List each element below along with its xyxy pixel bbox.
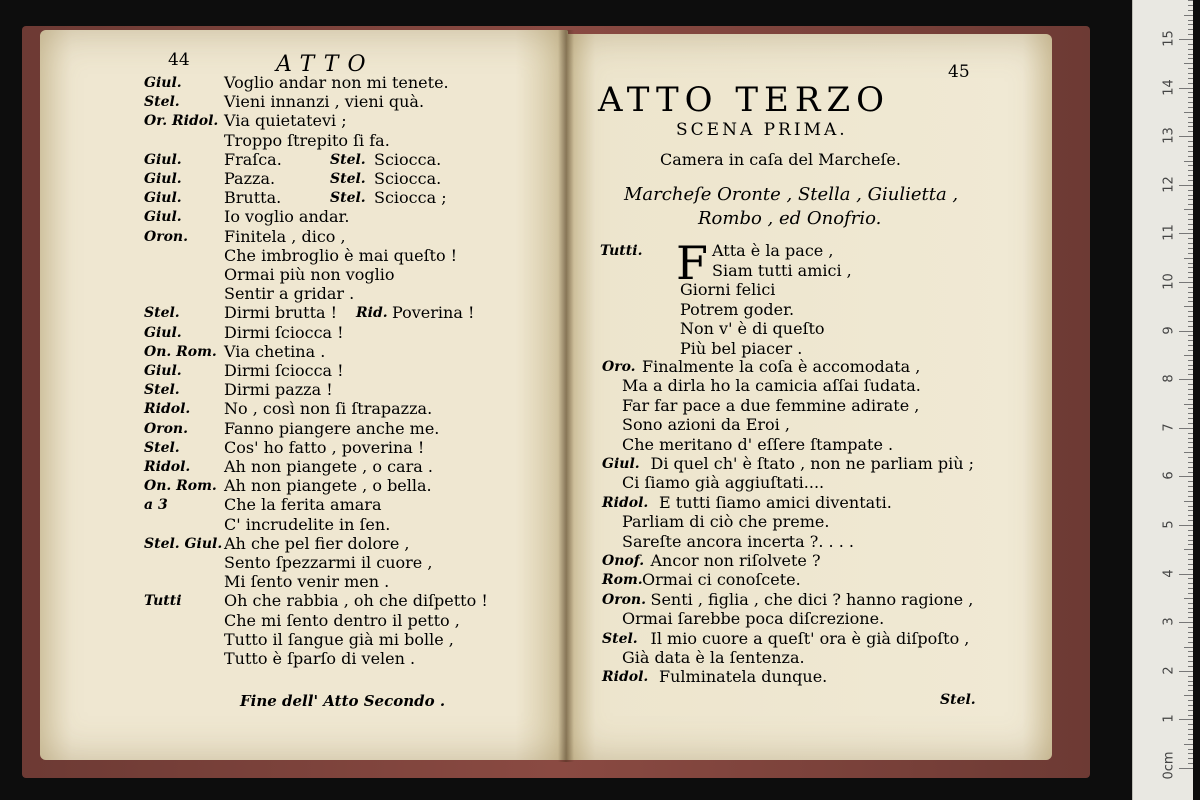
ruler-tick <box>1188 360 1193 361</box>
tutti-speaker: Tutti. <box>600 243 643 259</box>
ruler-tick <box>1188 690 1193 691</box>
running-head: ATTO <box>276 52 375 77</box>
ruler-tick <box>1179 671 1193 672</box>
ruler-tick <box>1184 404 1193 405</box>
ruler-tick <box>1188 472 1193 473</box>
verse-line: Ormai più non voglio <box>224 265 395 284</box>
ruler-tick <box>1188 608 1193 609</box>
tutti-line: Più bel piacer . <box>680 338 803 358</box>
ruler-tick <box>1188 175 1193 176</box>
ruler-tick <box>1188 146 1193 147</box>
ruler-tick <box>1188 603 1193 604</box>
ruler-tick <box>1188 632 1193 633</box>
verse-line: Ah non piangete , o cara . <box>224 457 433 476</box>
verse-line: Troppo ſtrepito ſi fa. <box>224 130 390 150</box>
ruler-tick <box>1188 399 1193 400</box>
speaker-label: Giul. <box>144 209 182 226</box>
verse-line: Sentir a gridar . <box>224 284 355 304</box>
ruler-tick <box>1188 506 1193 507</box>
ruler-tick <box>1188 204 1193 205</box>
ruler-tick <box>1188 700 1193 701</box>
ruler-tick <box>1188 656 1193 657</box>
speaker-label: On. Rom. <box>144 478 217 495</box>
ruler-tick <box>1188 0 1193 1</box>
ruler-label: 5 <box>1161 520 1177 529</box>
ruler-tick <box>1188 739 1193 740</box>
verse-line: Che la ferita amara <box>224 495 382 515</box>
ruler-tick <box>1188 481 1193 482</box>
ruler-tick <box>1188 180 1193 181</box>
ruler-label: 15 <box>1161 30 1177 47</box>
ruler-tick <box>1188 243 1193 244</box>
ruler-tick <box>1188 578 1193 579</box>
ruler-tick <box>1188 627 1193 628</box>
tutti-line: Giorni felici <box>680 280 776 299</box>
speaker-label: Stel. <box>144 439 180 456</box>
ruler-tick <box>1188 729 1193 730</box>
ruler-tick <box>1188 224 1193 225</box>
ruler-tick <box>1188 20 1193 21</box>
ruler-tick <box>1188 666 1193 667</box>
ruler-tick <box>1179 574 1193 575</box>
inline-reply-text: Sciocca. <box>374 169 442 188</box>
verse-line: Fanno piangere anche me. <box>224 418 440 438</box>
ruler-tick <box>1188 374 1193 375</box>
verse-line: Mi ſento venir men . <box>224 572 390 592</box>
speaker-label: Stel. Giul. <box>144 535 223 552</box>
ruler-tick <box>1188 423 1193 424</box>
dialogue-line: Sareſte ancora incerta ?. . . . <box>622 531 854 551</box>
ruler-tick <box>1184 258 1193 259</box>
ruler-tick <box>1188 44 1193 45</box>
ruler-tick <box>1188 151 1193 152</box>
speaker-label: Stel. <box>602 630 638 647</box>
ruler-tick <box>1188 78 1193 79</box>
tutti-line: Non v' è di queſto <box>680 319 825 338</box>
ruler-tick <box>1188 229 1193 230</box>
speaker-label: Oro. <box>602 359 636 375</box>
ruler-tick <box>1188 321 1193 322</box>
ruler-tick <box>1188 384 1193 385</box>
ruler-label: 2 <box>1161 666 1177 675</box>
dialogue-line: Senti , figlia , che dici ? hanno ragione , <box>650 589 974 609</box>
ruler-tick <box>1188 131 1193 132</box>
ruler-tick <box>1188 685 1193 686</box>
ruler-tick <box>1188 763 1193 764</box>
ruler-tick <box>1188 292 1193 293</box>
dialogue-line: Ormai ci conoſcete. <box>642 570 801 590</box>
tutti-line: Siam tutti amici , <box>712 260 852 280</box>
ruler-tick <box>1188 408 1193 409</box>
speaker-label: Giul. <box>144 363 182 379</box>
ruler-tick <box>1184 161 1193 162</box>
ruler-tick <box>1188 715 1193 716</box>
speaker-label: Ridol. <box>144 459 191 475</box>
ruler-tick <box>1184 209 1193 210</box>
ruler-tick <box>1188 287 1193 288</box>
ruler-tick <box>1188 617 1193 618</box>
ruler-tick <box>1188 753 1193 754</box>
ruler-tick <box>1188 681 1193 682</box>
scene-setting: Camera in caſa del Marcheſe. <box>660 150 901 169</box>
ruler-tick <box>1188 467 1193 468</box>
ruler-tick <box>1184 549 1193 550</box>
verse-line: Dirmi pazza ! <box>224 380 333 400</box>
dialogue-line: Sono azioni da Eroi , <box>622 415 790 435</box>
speaker-label: Ridol. <box>602 669 649 686</box>
verse-line: Dirmi ſciocca ! <box>224 361 344 380</box>
ruler-tick <box>1188 369 1193 370</box>
ruler-tick <box>1188 651 1193 652</box>
drop-cap: F <box>676 236 708 290</box>
ruler-tick <box>1188 297 1193 298</box>
ruler-tick <box>1188 540 1193 541</box>
verse-line: Vieni innanzi , vieni quà. <box>224 92 425 112</box>
dialogue-line: Parliam di ciò che preme. <box>622 512 830 532</box>
verse-line: No , così non ſi ſtrapazza. <box>224 399 433 419</box>
ruler-label: 1 <box>1161 714 1177 724</box>
ruler-tick <box>1188 29 1193 30</box>
speaker-label: Giul. <box>144 151 182 168</box>
ruler-tick <box>1188 350 1193 351</box>
ruler-tick <box>1184 112 1193 113</box>
ruler-tick <box>1188 58 1193 59</box>
ruler-tick <box>1179 136 1193 137</box>
dialogue-line: Il mio cuore a queſt' ora è già diſpoſto , <box>650 628 970 648</box>
ruler-label: 14 <box>1161 78 1177 96</box>
inline-reply-text: Poverina ! <box>392 303 475 323</box>
ruler-tick <box>1188 214 1193 215</box>
ruler-tick <box>1188 447 1193 448</box>
ruler-tick <box>1188 345 1193 346</box>
ruler-label: 0cm <box>1161 751 1177 780</box>
ruler-tick <box>1188 544 1193 545</box>
ruler-tick <box>1179 428 1193 429</box>
ruler-tick <box>1188 559 1193 560</box>
ruler-tick <box>1188 710 1193 711</box>
ruler-tick <box>1188 253 1193 254</box>
ruler-tick <box>1188 433 1193 434</box>
dialogue-line: E tutti ſiamo amici diventati. <box>659 492 892 512</box>
verse-line: Cos' ho fatto , poverina ! <box>224 437 425 457</box>
speaker-label: Oron. <box>144 228 188 245</box>
ruler-tick <box>1188 92 1193 93</box>
speaker-label: Tutti <box>144 593 182 610</box>
ruler-tick <box>1188 272 1193 273</box>
speaker-label: On. Rom. <box>144 343 217 360</box>
ruler-tick <box>1188 413 1193 414</box>
speaker-label: Ridol. <box>144 401 191 418</box>
ruler-tick <box>1188 724 1193 725</box>
ruler-tick <box>1188 554 1193 555</box>
speaker-label: Rom. <box>602 572 643 589</box>
ruler-tick <box>1188 263 1193 264</box>
verse-line: Sento ſpezzarmi il cuore , <box>224 553 433 572</box>
measurement-ruler <box>1132 0 1193 800</box>
dialogue-line: Di quel ch' è ſtato , non ne parliam più ; <box>650 454 975 473</box>
right-page-number: 45 <box>948 62 970 82</box>
speaker-label: Ridol. <box>602 494 649 511</box>
ruler-label: 4 <box>1161 568 1177 578</box>
ruler-tick <box>1179 185 1193 186</box>
ruler-tick <box>1184 744 1193 745</box>
verse-line: Fraſca. <box>224 149 282 169</box>
ruler-tick <box>1188 10 1193 11</box>
tutti-line: Atta è la pace , <box>712 241 834 260</box>
ruler-tick <box>1188 248 1193 249</box>
ruler-tick <box>1179 379 1193 380</box>
book-gutter <box>558 30 574 762</box>
act-title: ATTO TERZO <box>598 80 890 120</box>
ruler-tick <box>1188 491 1193 492</box>
ruler-label: 8 <box>1161 374 1177 383</box>
dialogue-line: Già data è la ſentenza. <box>622 648 805 667</box>
speaker-label: Giul. <box>144 324 182 341</box>
ruler-tick <box>1188 122 1193 123</box>
ruler-tick <box>1179 282 1193 283</box>
ruler-tick <box>1179 331 1193 332</box>
ruler-tick <box>1188 54 1193 55</box>
tutti-line: Potrem goder. <box>680 299 795 319</box>
characters-line-1: Marcheſe Oronte , Stella , Giulietta , <box>624 184 959 205</box>
ruler-tick <box>1184 501 1193 502</box>
ruler-tick <box>1188 107 1193 108</box>
ruler-tick <box>1188 102 1193 103</box>
speaker-label: Giul. <box>144 190 182 207</box>
dialogue-line: Che meritano d' eſſere ſtampate . <box>622 434 894 454</box>
speaker-label: Oron. <box>602 591 646 608</box>
ruler-tick <box>1188 219 1193 220</box>
dialogue-line: Ormai ſarebbe poca diſcrezione. <box>622 609 885 629</box>
ruler-tick <box>1188 83 1193 84</box>
ruler-tick <box>1179 39 1193 40</box>
ruler-tick <box>1188 564 1193 565</box>
dialogue-line: Ma a dirla ho la camicia aſſai ſudata. <box>622 376 921 396</box>
ruler-tick <box>1188 126 1193 127</box>
ruler-label: 11 <box>1161 224 1177 242</box>
ruler-label: 3 <box>1161 617 1177 626</box>
speaker-label: Or. Ridol. <box>144 113 219 130</box>
ruler-tick <box>1188 442 1193 443</box>
dialogue-line: Fulminatela dunque. <box>659 667 828 687</box>
ruler-tick <box>1188 24 1193 25</box>
ruler-tick <box>1188 593 1193 594</box>
dialogue-line: Finalmente la coſa è accomodata , <box>642 357 921 376</box>
ruler-label: 10 <box>1161 273 1177 290</box>
ruler-tick <box>1179 525 1193 526</box>
end-of-act-note: Fine dell' Atto Secondo . <box>240 692 446 710</box>
ruler-tick <box>1188 156 1193 157</box>
verse-line: Dirmi brutta ! <box>224 303 338 323</box>
ruler-tick <box>1188 705 1193 706</box>
ruler-tick <box>1188 199 1193 200</box>
verse-line: Via chetina . <box>224 341 326 361</box>
ruler-tick <box>1179 476 1193 477</box>
ruler-tick <box>1188 642 1193 643</box>
ruler-tick <box>1188 530 1193 531</box>
ruler-label: 6 <box>1161 471 1177 481</box>
ruler-tick <box>1188 734 1193 735</box>
inline-reply-speaker: Stel. <box>330 190 366 207</box>
verse-line: Tutto il ſangue già mi bolle , <box>224 629 454 649</box>
ruler-tick <box>1184 306 1193 307</box>
scene-title: SCENA PRIMA. <box>676 120 848 140</box>
ruler-tick <box>1188 117 1193 118</box>
dialogue-line: Ci ſiamo già aggiuſtati.... <box>622 473 825 493</box>
ruler-tick <box>1179 719 1193 720</box>
verse-line: Dirmi ſciocca ! <box>224 322 344 342</box>
ruler-tick <box>1188 749 1193 750</box>
verse-line: Che imbroglio è mai queſto ! <box>224 245 458 265</box>
ruler-label: 7 <box>1161 423 1177 432</box>
ruler-tick <box>1179 768 1193 769</box>
inline-reply-speaker: Rid. <box>356 305 388 322</box>
ruler-tick <box>1184 598 1193 599</box>
ruler-tick <box>1188 277 1193 278</box>
ruler-tick <box>1188 34 1193 35</box>
speaker-label: a 3 <box>144 497 168 514</box>
speaker-label: Giul. <box>602 456 640 472</box>
inline-reply-speaker: Stel. <box>330 171 366 187</box>
ruler-tick <box>1188 588 1193 589</box>
ruler-tick <box>1184 355 1193 356</box>
ruler-tick <box>1188 510 1193 511</box>
catchword: Stel. <box>940 692 976 708</box>
ruler-label: 9 <box>1161 325 1177 335</box>
ruler-tick <box>1188 583 1193 584</box>
ruler-tick <box>1188 335 1193 336</box>
ruler-tick <box>1188 486 1193 487</box>
dialogue-line: Far far pace a due femmine adirate , <box>622 395 920 415</box>
verse-line: Voglio andar non mi tenete. <box>224 73 449 92</box>
ruler-tick <box>1188 190 1193 191</box>
ruler-tick <box>1188 326 1193 327</box>
ruler-tick <box>1188 389 1193 390</box>
ruler-tick <box>1188 457 1193 458</box>
verse-line: Finitela , dico , <box>224 226 346 246</box>
ruler-tick <box>1188 141 1193 142</box>
dialogue-line: Ancor non riſolvete ? <box>650 551 821 570</box>
ruler-tick <box>1184 63 1193 64</box>
ruler-tick <box>1188 661 1193 662</box>
ruler-tick <box>1188 316 1193 317</box>
verse-line: Brutta. <box>224 188 282 208</box>
ruler-tick <box>1188 520 1193 521</box>
ruler-label: 12 <box>1161 176 1177 193</box>
verse-line: Che mi ſento dentro il petto , <box>224 610 460 630</box>
ruler-tick <box>1188 97 1193 98</box>
speaker-label: Stel. <box>144 382 180 399</box>
ruler-tick <box>1179 233 1193 234</box>
speaker-label: Onof. <box>602 553 645 569</box>
ruler-tick <box>1188 758 1193 759</box>
ruler-tick <box>1188 462 1193 463</box>
verse-line: Via quietatevi ; <box>224 111 347 131</box>
ruler-tick <box>1188 418 1193 419</box>
ruler-tick <box>1184 647 1193 648</box>
ruler-label: 13 <box>1161 127 1177 144</box>
ruler-tick <box>1188 496 1193 497</box>
ruler-tick <box>1188 394 1193 395</box>
inline-reply-text: Sciocca. <box>374 149 442 169</box>
ruler-tick <box>1188 195 1193 196</box>
ruler-tick <box>1188 311 1193 312</box>
verse-line: C' incrudelite in ſen. <box>224 514 391 534</box>
ruler-tick <box>1188 612 1193 613</box>
verse-line: Ah non piangete , o bella. <box>224 476 432 496</box>
speaker-label: Giul. <box>144 75 182 91</box>
verse-line: Ah che pel fier dolore , <box>224 533 410 553</box>
verse-line: Pazza. <box>224 169 276 188</box>
ruler-tick <box>1188 535 1193 536</box>
ruler-tick <box>1184 452 1193 453</box>
inline-reply-speaker: Stel. <box>330 151 366 168</box>
ruler-tick <box>1188 515 1193 516</box>
speaker-label: Stel. <box>144 94 180 111</box>
ruler-tick <box>1188 637 1193 638</box>
ruler-tick <box>1179 622 1193 623</box>
ruler-tick <box>1188 438 1193 439</box>
ruler-tick <box>1188 165 1193 166</box>
ruler-tick <box>1188 49 1193 50</box>
ruler-tick <box>1188 170 1193 171</box>
ruler-tick <box>1184 695 1193 696</box>
verse-line: Io voglio andar. <box>224 207 350 227</box>
ruler-tick <box>1188 569 1193 570</box>
speaker-label: Giul. <box>144 171 182 187</box>
ruler-tick <box>1188 68 1193 69</box>
speaker-label: Stel. <box>144 305 180 322</box>
speaker-label: Oron. <box>144 420 188 437</box>
left-page-number: 44 <box>168 50 190 70</box>
verse-line: Tutto è ſparſo di velen . <box>224 649 416 668</box>
ruler-tick <box>1188 73 1193 74</box>
characters-line-2: Rombo , ed Onofrio. <box>698 208 882 229</box>
verse-line: Oh che rabbia , oh che diſpetto ! <box>224 591 488 611</box>
ruler-tick <box>1188 238 1193 239</box>
ruler-tick <box>1179 88 1193 89</box>
ruler-tick <box>1188 267 1193 268</box>
ruler-tick <box>1188 301 1193 302</box>
ruler-tick <box>1188 676 1193 677</box>
ruler-tick <box>1188 5 1193 6</box>
ruler-tick <box>1184 15 1193 16</box>
ruler-tick <box>1188 365 1193 366</box>
ruler-tick <box>1188 340 1193 341</box>
inline-reply-text: Sciocca ; <box>374 188 447 208</box>
